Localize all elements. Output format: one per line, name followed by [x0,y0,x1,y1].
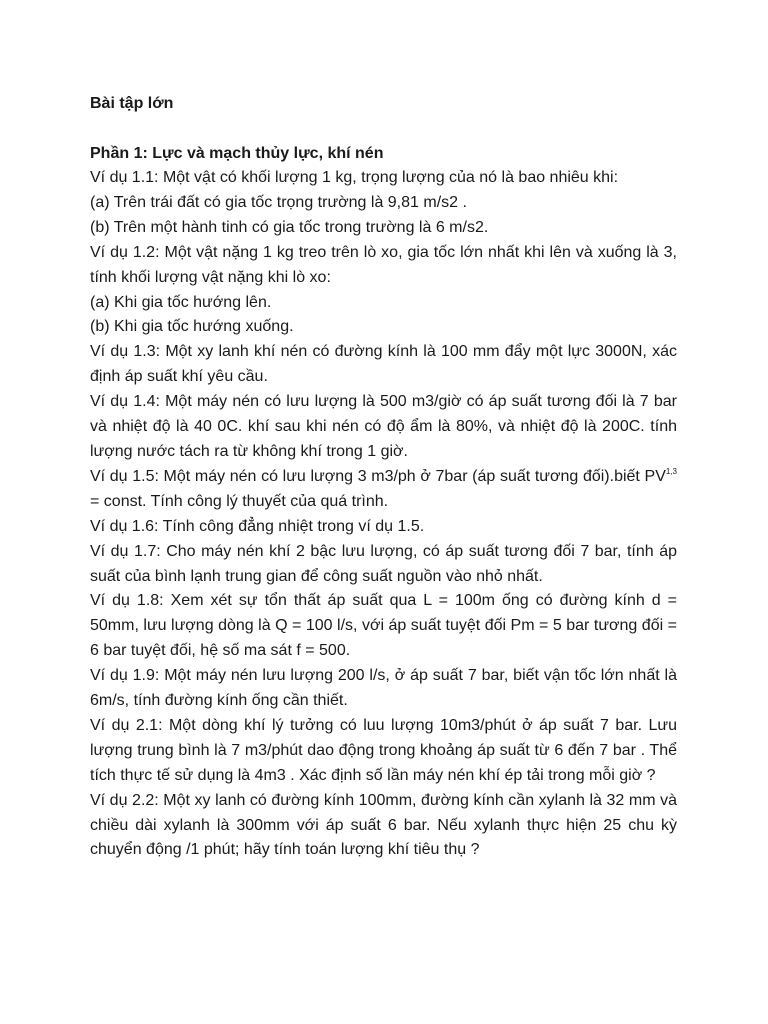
example-1-8: Ví dụ 1.8: Xem xét sự tổn thất áp suất qua L = 100m ống có đường kính d = 50mm, lưu lượng dòng là Q = 100 l/s, với áp suất tuyệt đối Pm = 5 bar tương đối = 6 bar tuyệt đối, hệ số ma sát f = 500. [90,592,677,660]
example-1-5 [90,465,677,515]
example-2-1: Ví dụ 2.1: Một dòng khí lý tưởng có luu lượng 10m3/phút ở áp suất 7 bar. Lưu lượng trung bình là 7 m3/phút dao động trong khoảng áp suất từ 6 đến 7 bar . Thể tích thực tế sử dụng là 4m3 . Xác định số lần máy nén khí ép tải trong mỗi giờ ? [90,716,677,784]
section-title: Phần 1: Lực và mạch thủy lực, khí nén [90,145,384,162]
example-1-1-part-a: (a) Trên trái đất có gia tốc trọng trường là 9,81 m/s2 . [90,193,467,211]
example-2-2: Ví dụ 2.2: Một xy lanh có đường kính 100mm, đường kính cần xylanh là 32 mm và chiều dài xylanh là 300mm với áp suất 6 bar. Nếu xylanh thực hiện 25 chu kỳ chuyển động /1 phút; hãy tính toán lượng khí tiêu thụ ? [90,791,677,859]
example-1-5-tail: = const. Tính công lý thuyết của quá trình. [90,492,389,510]
example-1-1-part-b: (b) Trên một hành tinh có gia tốc trong trường là 6 m/s2. [90,218,489,236]
example-1-9: Ví dụ 1.9: Một máy nén lưu lượng 200 l/s, ở áp suất 7 bar, biết vận tốc lớn nhất là 6m/s, tính đường kính ống cần thiết. [90,667,677,710]
example-1-5-text: Ví dụ 1.5: Một máy nén có lưu lượng 3 m3/ph ở 7bar (áp suất tương đối).biết PV [90,467,666,485]
example-1-2: Ví dụ 1.2: Một vật nặng 1 kg treo trên lò xo, gia tốc lớn nhất khi lên và xuống là 3, tính khối lượng vật nặng khi lò xo: [90,243,677,286]
exponent-superscript: 1,3 [665,466,677,476]
example-1-3: Ví dụ 1.3: Một xy lanh khí nén có đường kính là 100 mm đẩy một lực 3000N, xác định áp suất khí yêu cầu. [90,343,677,386]
example-1-7: Ví dụ 1.7: Cho máy nén khí 2 bậc lưu lượng, có áp suất tương đối 7 bar, tính áp suất của bình lạnh trung gian để công suất nguồn vào nhỏ nhất. [90,542,677,585]
document-page [90,92,677,863]
example-1-6: Ví dụ 1.6: Tính công đẳng nhiệt trong ví dụ 1.5. [90,517,425,535]
document-title: Bài tập lớn [90,95,174,112]
example-1-1: Ví dụ 1.1: Một vật có khối lượng 1 kg, trọng lượng của nó là bao nhiêu khi: [90,169,619,186]
example-1-2-part-b: (b) Khi gia tốc hướng xuống. [90,318,294,336]
example-1-4: Ví dụ 1.4: Một máy nén có lưu lượng là 500 m3/giờ có áp suất tương đối là 7 bar và nhiệt độ là 40 0C. khí sau khi nén có độ ẩm là 80%, và nhiệt độ là 200C. tính lượng nước tách ra từ không khí trong 1 giờ. [90,393,677,460]
example-1-2-part-a: (a) Khi gia tốc hướng lên. [90,293,272,311]
